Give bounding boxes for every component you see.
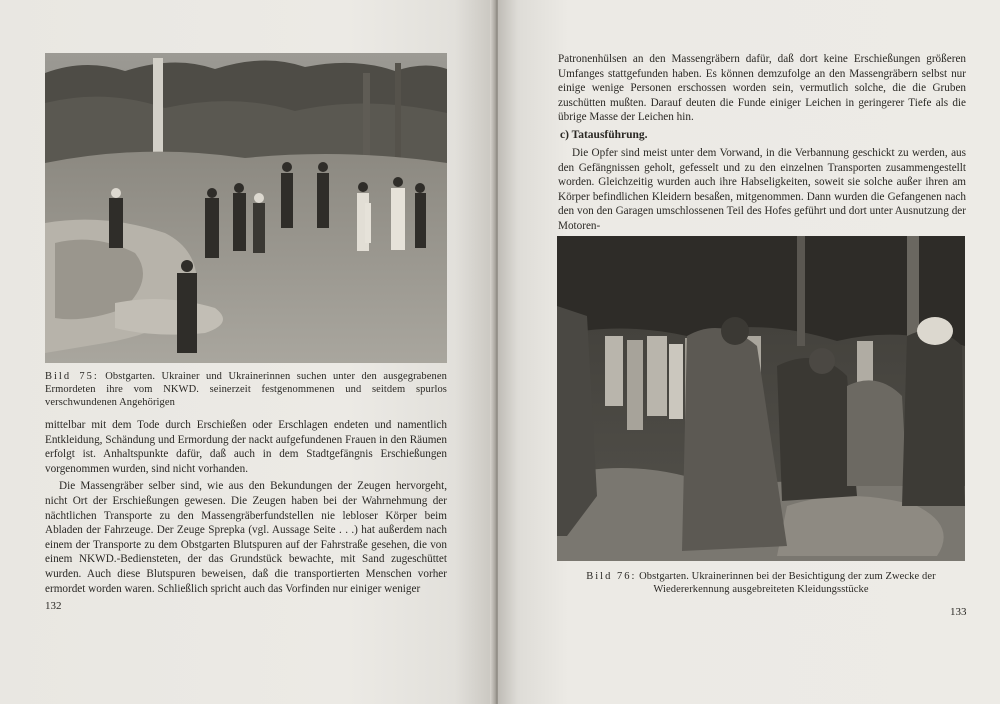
right-body-text-section xyxy=(558,146,966,234)
section-heading: c) Tatausführung. xyxy=(560,129,648,141)
caption-label: Bild 75: xyxy=(45,371,99,382)
page-number-left: 132 xyxy=(45,600,62,612)
caption-bild-75 xyxy=(45,370,447,409)
photo-bild-76-image xyxy=(557,236,965,561)
caption-text: Obstgarten. Ukrainerinnen bei der Besichtigung der zum Zwecke der Wiedererkennung ausgebreiteten Kleidungsstücke xyxy=(639,571,936,595)
paragraph: Die Massengräber selber sind, wie aus den Bekundungen der Zeugen hervorgeht, nicht Ort der Erschießungen gewesen. Die Zeugen haben bei der Wahrnehmung der nächtlichen Transporte zu den Massengräberfundstellen nie lebloser Körper beim Abladen der Fahrzeuge. Der Zeuge Sprepka (vgl. Aussage Seite . . .) hat außerdem nach einem der Transporte zu dem Obstgarten Blutspuren auf der Fahrstraße gesehen, die von einem NKWD.-Bediensteten, der das Grundstück bewachte, mit Sand zugeschüttet wurden. Auch diese Blutspuren beweisen, daß die transportierten Menschen vorher ermordet worden waren. Schließlich spricht auch das Vorfinden nur einiger weniger xyxy=(45,480,447,595)
paragraph: Die Opfer sind meist unter dem Vorwand, in die Verbannung geschickt zu werden, aus den Gefängnissen geholt, gefesselt und zu den einzelnen Transporten zusammengestellt worden. Gleichzeitig wurden auch ihre Habseligkeiten, soweit sie solche außer ihren am Körper befindlichen Kleidern besaßen, mitgenommen. Dann wurden die Gefangenen nach den von den Garagen umschlossenen Teil des Hofes geführt und dort unter Ausnutzung der Motoren- xyxy=(558,147,966,232)
right-page xyxy=(498,0,1000,704)
photo-bild-75 xyxy=(45,53,447,363)
left-page xyxy=(0,0,494,704)
caption-text: Obstgarten. Ukrainer und Ukrainerinnen suchen unter den ausgegrabenen Ermordeten ihre vom NKWD. seinerzeit festgenommenen und seitdem spurlos verschwundenen Angehörigen xyxy=(45,371,448,408)
paragraph: mittelbar mit dem Tode durch Erschießen oder Erschlagen endeten und namentlich Entkleidung, Schändung und Ermordung der nackt aufgefundenen Frauen in den Räumen erfolgt ist. Anhaltspunkte dafür, daß auch in dem Stadtgefängnis Erschießungen vorgenommen wurden, sind nicht vorhanden. xyxy=(45,419,447,475)
photo-bild-75-image xyxy=(45,53,447,363)
page-number-right: 133 xyxy=(950,606,967,618)
left-body-text xyxy=(45,418,447,596)
caption-label: Bild 76: xyxy=(586,571,637,582)
paragraph: Patronenhülsen an den Massengräbern dafür, daß dort keine Erschießungen größeren Umfanges stattgefunden haben. Es können demzufolge an den Massengräbern selbst nur einige wenige Personen erschossen worden sein, vermutlich solche, die die Gruben zuschütten mußten. Darauf deuten die Funde einiger Leichen in geringerer Tiefe als die übrige Masse der Leichen hin. xyxy=(558,53,966,124)
caption-bild-76 xyxy=(557,570,965,596)
right-body-text-top xyxy=(558,52,966,125)
photo-bild-76 xyxy=(557,236,965,561)
